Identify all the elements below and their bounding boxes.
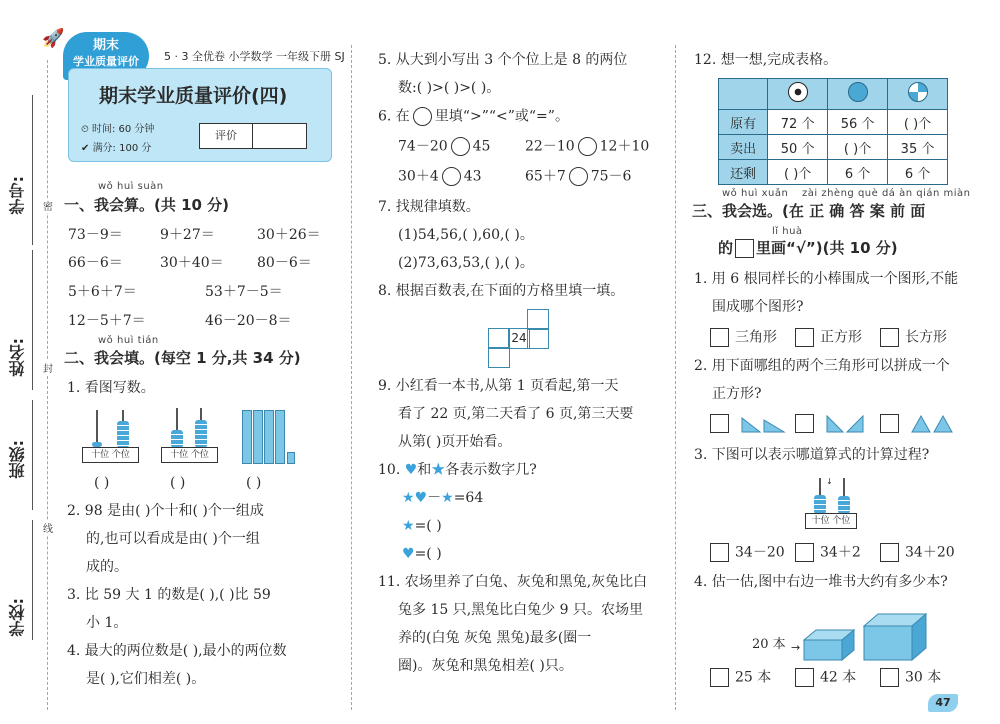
q1-blank-1[interactable]: ( ): [94, 475, 110, 491]
abacus-2-beads-tens: [171, 430, 183, 448]
star-icon: ★: [431, 462, 446, 478]
q10-line: 10. ♥和★各表示数字几?: [378, 462, 537, 478]
cmp-1-0: 30＋4 43: [398, 168, 482, 185]
heart-icon: ♥: [404, 462, 418, 478]
calc-3-0: 12－5＋7＝: [68, 313, 146, 329]
checkbox[interactable]: [880, 328, 899, 347]
xuexiao-line: [32, 520, 33, 640]
q10-eq3: ♥=( ): [402, 546, 442, 562]
heart-icon: ♥: [402, 546, 415, 562]
q3-abacus-beads-tens: [814, 495, 826, 514]
eval-box: [199, 123, 307, 149]
s2-q4-line2: 是( ),它们相差( )。: [86, 671, 206, 687]
circle-icon: [413, 107, 432, 126]
q1-option-3[interactable]: 长方形: [880, 328, 947, 347]
q11-line3: 养的(白兔 灰兔 黑兔)最多(圈一: [398, 630, 592, 646]
cmp-0-0: 74－20 45: [398, 138, 491, 155]
rocket-icon: 🚀: [42, 28, 65, 49]
s2-q2-line1: 2. 98 是由( )个十和( )个一组成: [67, 503, 264, 519]
eval-label: 评价: [200, 124, 253, 148]
s3-q1-line1: 1. 用 6 根同样长的小棒围成一个图形,不能: [694, 271, 959, 287]
stick-bundle-2: [253, 410, 263, 464]
calc-0-1: 9＋27＝: [160, 227, 215, 243]
mi-mark: 密: [43, 198, 53, 213]
q8-title: 8. 根据百数表,在下面的方格里填一填。: [378, 283, 625, 299]
feng-mark: 封: [43, 360, 53, 375]
checkbox[interactable]: [795, 668, 814, 687]
q11-line4: 圈)。灰兔和黑兔相差( )只。: [398, 658, 573, 674]
checkbox[interactable]: [880, 668, 899, 687]
q4-option-1[interactable]: 25 本: [710, 668, 771, 687]
q2-option-1[interactable]: [710, 413, 788, 434]
triangles-equilateral-icon: [910, 414, 958, 434]
cell: 72 个: [768, 110, 828, 135]
q4-option-2[interactable]: 42 本: [795, 668, 856, 687]
s2-pinyin: wǒ huì tián: [98, 335, 159, 346]
q2-option-3[interactable]: [880, 413, 958, 434]
cmp-0-1: 22－10 12＋10: [525, 138, 650, 155]
q10-eq1: ★♥－★=64: [402, 490, 484, 506]
xingming-line: [32, 250, 33, 390]
cell: 50 个: [768, 135, 828, 160]
q3-abacus-label: 十位 个位: [805, 513, 857, 529]
grid-cell-24: 24: [508, 328, 530, 349]
stick-bundle-1: [242, 410, 252, 464]
single-stick: [287, 452, 295, 464]
q3-abacus-beads-ones: [838, 496, 850, 514]
checkbox[interactable]: [795, 328, 814, 347]
s2-q2-line2: 的,也可以看成是由( )个一组: [86, 531, 260, 547]
cell: 6 个: [828, 160, 888, 185]
s3-q2-line1: 2. 用下面哪组的两个三角形可以拼成一个: [694, 358, 950, 374]
q10-eq2: ★=( ): [402, 518, 442, 534]
compare-circle[interactable]: [442, 167, 461, 186]
checkbox[interactable]: [795, 414, 814, 433]
check-icon: ✔: [81, 143, 93, 154]
banji-label: 班级:: [8, 440, 27, 479]
q3-option-2[interactable]: 34＋2: [795, 543, 861, 562]
calc-2-1: 53＋7－5＝: [205, 284, 283, 300]
checkbox[interactable]: [795, 543, 814, 562]
heart-icon: ♥: [414, 490, 428, 506]
calc-0-2: 30＋26＝: [257, 227, 321, 243]
series-title: 5 · 3 全优卷 小学数学 一年级下册 SJ: [164, 50, 345, 63]
basketball-icon: [828, 79, 888, 110]
checkbox[interactable]: [710, 414, 729, 433]
q2-option-2[interactable]: [795, 413, 873, 434]
grid-cell[interactable]: [488, 328, 510, 349]
s2-q4-line1: 4. 最大的两位数是( ),最小的两位数: [67, 643, 287, 659]
q9-line3: 从第( )页开始看。: [398, 434, 512, 450]
eval-input[interactable]: [253, 124, 305, 148]
arrow-down-icon: ↓: [826, 477, 833, 486]
q5-line1: 5. 从大到小写出 3 个个位上是 8 的两位: [378, 52, 628, 68]
cell-blank[interactable]: ( )个: [888, 110, 948, 135]
s1-pinyin: wǒ huì suàn: [98, 181, 164, 192]
score-info: ✔ 满分: 100 分: [81, 143, 152, 154]
checkbox-icon: [735, 239, 754, 258]
abacus-1-label: 十位 个位: [82, 447, 139, 463]
row-label-maichu: 卖出: [719, 135, 768, 160]
q1-option-1[interactable]: 三角形: [710, 328, 777, 347]
q7-1: (1)54,56,( ),60,( )。: [398, 227, 534, 243]
checkbox[interactable]: [880, 414, 899, 433]
arrow-right-icon: →: [791, 641, 801, 654]
table-corner: [719, 79, 768, 110]
title-panel: [68, 68, 332, 162]
q3-option-1[interactable]: 34－20: [710, 543, 785, 562]
triangles-right-angle-icon: [740, 414, 788, 434]
logo-line1: 期末: [92, 38, 119, 53]
s3-title-line1: 三、我会选。(在 正 确 答 案 前 面: [692, 202, 926, 220]
checkbox[interactable]: [710, 668, 729, 687]
q1-option-2[interactable]: 正方形: [795, 328, 862, 347]
q9-line2: 看了 22 页,第二天看了 6 页,第三天要: [398, 406, 634, 422]
q4-label-20: 20 本: [752, 637, 786, 652]
q9-line1: 9. 小红看一本书,从第 1 页看起,第一天: [378, 378, 619, 394]
grid-cell[interactable]: [527, 309, 549, 330]
row-label-haisheng: 还剩: [719, 160, 768, 185]
s3-q2-line2: 正方形?: [712, 386, 762, 402]
s2-q1: 1. 看图写数。: [67, 380, 155, 396]
cell-blank[interactable]: ( )个: [828, 135, 888, 160]
abacus-1-beads: [117, 421, 129, 448]
s3-q1-line2: 围成哪个图形?: [712, 299, 804, 315]
cmp-1-1: 65＋7 75－6: [525, 168, 632, 185]
calc-1-2: 80－6＝: [257, 255, 312, 271]
page-number: 47: [928, 694, 958, 712]
calc-1-0: 66－6＝: [68, 255, 123, 271]
compare-circle[interactable]: [569, 167, 588, 186]
row-label-yuanyou: 原有: [719, 110, 768, 135]
clock-icon: ⏲: [81, 124, 92, 135]
page-title: 期末学业质量评价(四): [99, 85, 288, 107]
triangles-isoceles-right-icon: [825, 414, 873, 434]
beach-ball-icon: [888, 79, 948, 110]
cell: 35 个: [888, 135, 948, 160]
abacus-2-label: 十位 个位: [161, 447, 218, 463]
calc-1-1: 30＋40＝: [160, 255, 224, 271]
xian-mark: 线: [43, 520, 53, 535]
checkbox[interactable]: [710, 543, 729, 562]
s3-pinyin3: lǐ huà: [772, 226, 803, 237]
s3-pinyin2: zài zhèng què dá àn qián miàn: [802, 188, 971, 199]
abacus-2-beads-ones: [195, 420, 207, 448]
book-stack-drawing: [802, 604, 932, 664]
q12-title: 12. 想一想,完成表格。: [694, 52, 838, 68]
banji-line: [32, 400, 33, 510]
star-icon: ★: [402, 518, 415, 534]
star-icon: ★: [441, 490, 454, 506]
cell: 56 个: [828, 110, 888, 135]
binding-dashed-line: [47, 60, 48, 710]
xuehao-label: 学号:: [8, 176, 27, 215]
grid-cell[interactable]: [488, 347, 510, 368]
q6-line: 6. 在 里填“>”“<”或“=”。: [378, 108, 569, 125]
s3-title-line2: 的 里画“√”)(共 10 分): [718, 239, 898, 257]
star-icon: ★: [402, 490, 415, 506]
logo-line2: 学业质量评价: [73, 55, 139, 68]
soccer-ball-icon: [768, 79, 828, 110]
cell-blank[interactable]: ( )个: [768, 160, 828, 185]
q5-line2: 数:( )>( )>( )。: [398, 80, 501, 96]
q4-option-3[interactable]: 30 本: [880, 668, 941, 687]
s2-q2-line3: 成的。: [86, 559, 128, 575]
calc-2-0: 5＋6＋7＝: [68, 284, 137, 300]
calc-0-0: 73－9＝: [68, 227, 123, 243]
stick-bundle-3: [264, 410, 274, 464]
xuehao-line: [32, 95, 33, 245]
calc-3-1: 46－20－8＝: [205, 313, 292, 329]
column-divider-2: [675, 45, 676, 710]
s2-q3-line1: 3. 比 59 大 1 的数是( ),( )比 59: [67, 587, 271, 603]
q1-blank-3[interactable]: ( ): [246, 475, 262, 491]
q1-blank-2[interactable]: ( ): [170, 475, 186, 491]
s1-title: 一、我会算。(共 10 分): [64, 196, 230, 214]
s3-q4: 4. 估一估,图中右边一堆书大约有多少本?: [694, 574, 948, 590]
stick-bundle-4: [275, 410, 285, 464]
compare-circle[interactable]: [578, 137, 597, 156]
ball-table: [718, 78, 948, 185]
q11-line2: 兔多 15 只,黑兔比白兔少 9 只。农场里: [398, 602, 643, 618]
xingming-label: 姓名:: [8, 338, 27, 377]
checkbox[interactable]: [880, 543, 899, 562]
q7-2: (2)73,63,53,( ),( )。: [398, 255, 534, 271]
q11-line1: 11. 农场里养了白兔、灰兔和黑兔,灰兔比白: [378, 574, 648, 590]
checkbox[interactable]: [710, 328, 729, 347]
s3-pinyin1: wǒ huì xuǎn: [722, 188, 789, 199]
cell: 6 个: [888, 160, 948, 185]
q7-title: 7. 找规律填数。: [378, 199, 480, 215]
q3-option-3[interactable]: 34＋20: [880, 543, 955, 562]
time-info: ⏲ 时间: 60 分钟: [81, 124, 155, 135]
s2-title: 二、我会填。(每空 1 分,共 34 分): [64, 349, 301, 367]
xuexiao-label: 学校:: [8, 598, 27, 637]
s3-q3: 3. 下图可以表示哪道算式的计算过程?: [694, 447, 930, 463]
grid-cell[interactable]: [527, 328, 549, 349]
column-divider-1: [351, 45, 352, 710]
s2-q3-line2: 小 1。: [86, 615, 128, 631]
compare-circle[interactable]: [451, 137, 470, 156]
